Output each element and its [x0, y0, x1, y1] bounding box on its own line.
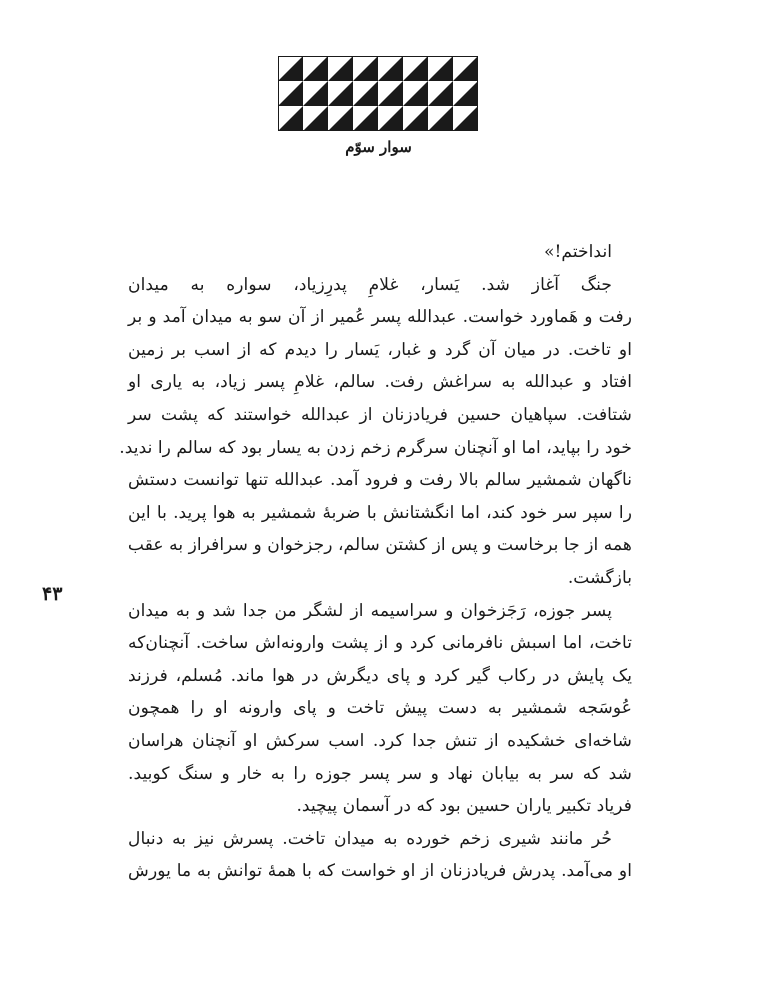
ornament-triangle [378, 56, 403, 81]
text-line: یک پایش در رکاب گیر کرد و پای دیگرش در هوا ماند. مُسلم، فرزند [128, 665, 632, 686]
ornament-triangle [453, 106, 478, 131]
ornament-triangle [453, 56, 478, 81]
ornament-triangle [303, 106, 328, 131]
chapter-heading: سوار سوّم [345, 138, 412, 156]
ornament-triangle [403, 106, 428, 131]
text-line: حُر مانند شیری زخم خورده به میدان تاخت. پسرش نیز به دنبال [128, 828, 612, 849]
text-line: تاخت، اما اسبش نافرمانی کرد و از پشت وارونه‌اش ساخت. آنچنان‌که [128, 633, 632, 654]
ornament-triangle [403, 81, 428, 106]
ornament-triangle [303, 81, 328, 106]
ornament-triangle [353, 56, 378, 81]
ornament-triangle [278, 106, 303, 131]
text-line: رفت و هَماورد خواست. عبدالله پسر عُمیر از آن سو به میدان آمد و بر [128, 307, 632, 328]
ornament-triangle [378, 81, 403, 106]
ornament-triangle [428, 106, 453, 131]
triangle-ornament [278, 56, 478, 132]
text-line: شاخه‌ای خشکیده از تنش جدا کرد. اسب سرکش او آنچنان هراسان [128, 730, 632, 751]
ornament-triangle [278, 56, 303, 81]
ornament-triangle [353, 106, 378, 131]
text-line: را سپر سر خود کند، اما انگشتانش با ضربهٔ شمشیر به هوا پرید. با این [128, 502, 632, 523]
text-line: بازگشت. [567, 567, 632, 588]
body-text [119, 236, 632, 888]
text-line: او می‌آمد. پدرش فریادزنان از او خواست که با همهٔ توانش به ما یورش [128, 861, 632, 882]
ornament-triangle [328, 106, 353, 131]
ornament-triangle [353, 81, 378, 106]
text-line: شد که سر به بیابان نهاد و سر پسر جوزه را به خار و سنگ کوبید. [128, 763, 632, 784]
ornament-triangle [403, 56, 428, 81]
text-line: عُوسَجه شمشیر به دست پیش تاخت و پای وارونه او را همچون [128, 698, 632, 719]
text-line: افتاد و عبدالله به سراغش رفت. سالم، غلامِ پسر زیاد، به یاری او [128, 372, 632, 393]
text-line: همه از جا برخاست و پس از کشتن سالم، رجزخوان و سرافراز به عقب [127, 535, 632, 556]
text-line: ناگهان شمشیر سالم بالا رفت و فرود آمد. عبدالله تنها توانست دستش [128, 470, 632, 491]
ornament-triangle [378, 106, 403, 131]
ornament-triangle [328, 81, 353, 106]
text-line: خود را بپاید، اما او آنچنان سرگرم زخم زدن به یسار بود که سالم را ندید. [119, 437, 632, 458]
ornament-triangle [428, 81, 453, 106]
text-line: او تاخت. در میان آن گرد و غبار، یَسار را دیدم که از اسب بر زمین [128, 339, 632, 360]
ornament-triangle [428, 56, 453, 81]
text-line: جنگ آغاز شد. یَسار، غلامِ پدرِزیاد، سواره به میدان [128, 274, 612, 295]
ornament-triangle [328, 56, 353, 81]
text-line: شتافت. سپاهیان حسین فریادزنان از عبدالله خواستند که پشت سر [128, 404, 632, 425]
text-line: فریاد تکبیر یاران حسین بود که در آسمان پیچید. [296, 796, 632, 817]
text-line: پسر جوزه، رَجَزخوان و سراسیمه از لشگر من جدا شد و به میدان [128, 600, 612, 621]
ornament-triangle [278, 81, 303, 106]
page-number: ۴۳ [42, 583, 63, 605]
text-line: انداختم!» [543, 242, 612, 262]
ornament-triangle [453, 81, 478, 106]
ornament-triangle [303, 56, 328, 81]
